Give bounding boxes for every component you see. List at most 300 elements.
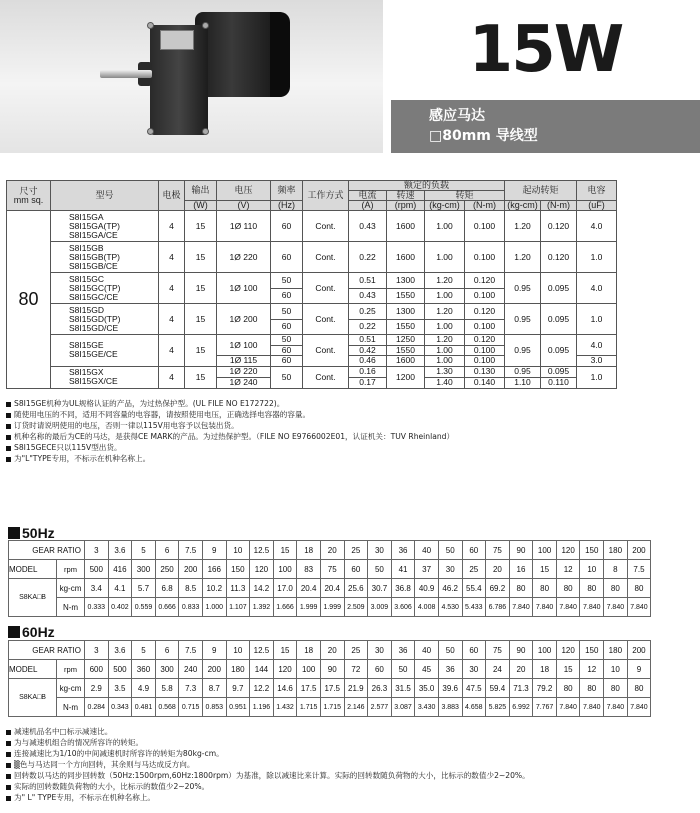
header-output: 输出 [185,181,217,201]
output-value: 15 [185,273,217,304]
section-marker-icon [8,527,20,539]
voltage-value: 1Ø 200 [217,304,271,335]
bullet-icon [6,785,11,790]
torque-kgcm-value: 3.5 [108,679,132,698]
gear-ratio-value: 30 [368,641,392,660]
rpm-value: 15 [556,660,580,679]
torque-kgcm-value: 80 [627,579,651,598]
model-label: MODEL [9,560,57,579]
poles-value: 4 [159,366,185,388]
torque-kgcm-value: 20.4 [320,579,344,598]
torque-nm-value: 0.559 [132,598,156,617]
gear-ratio-value: 20 [320,641,344,660]
torque-nm-value: 7.840 [604,698,628,717]
unit-nm: N-m [57,598,85,617]
note-text: 为与减速机组合的情况所容许的转矩。 [14,738,144,747]
motor-shaft [100,70,152,78]
torque-kgcm-value: 71.3 [509,679,533,698]
torque-nm-value: 1.392 [250,598,274,617]
torque-nm-value: 0.100 [465,356,505,367]
model-names: S8I15GB S8I15GB(TP) S8I15GB/CE [51,242,159,273]
torque-nm-value: 0.100 [465,288,505,304]
torque-nm-value: 0.833 [179,598,203,617]
section-marker-icon [8,626,20,638]
note-text: S8I15GECE只以115V型出货。 [14,443,122,452]
gear-ratio-value: 100 [533,641,557,660]
voltage-value: 1Ø 100 [217,273,271,304]
bullet-icon [6,424,11,429]
work-mode-value: Cont. [303,242,349,273]
size-value: 80 [7,211,51,389]
rpm-value: 150 [226,560,250,579]
rpm-value: 50 [368,560,392,579]
output-value: 15 [185,335,217,367]
rpm-row [9,660,651,679]
gear-ratio-value: 25 [344,641,368,660]
output-value: 15 [185,242,217,273]
capacitor-value: 4.0 [577,273,617,304]
note-line [6,442,454,453]
torque-nm-value: 0.853 [202,698,226,717]
start-torque-nm: 0.095 [541,304,577,335]
torque-nm-value: 7.840 [556,698,580,717]
torque-kgcm-value: 1.00 [425,288,465,304]
header-unit: (V) [217,201,271,211]
note-text: 为" L" TYPE专用，不标示在机种名称上。 [14,793,156,802]
current-value: 0.43 [349,211,387,242]
note-line [6,781,530,792]
torque-nm-value: 0.100 [465,242,505,273]
torque-kgcm-value: 1.40 [425,377,465,388]
screw-icon [202,128,209,135]
poles-value: 4 [159,211,185,242]
work-mode-value: Cont. [303,304,349,335]
work-mode-value: Cont. [303,273,349,304]
gear-ratio-value: 90 [509,541,533,560]
rpm-value: 20 [509,660,533,679]
rpm-value: 90 [320,660,344,679]
torque-nm-value: 3.430 [415,698,439,717]
torque-nm-value: 3.883 [438,698,462,717]
poles-value: 4 [159,242,185,273]
gear-ratio-value: 40 [415,541,439,560]
header-unit: (kg-cm) [505,201,541,211]
gear-ratio-value: 90 [509,641,533,660]
rpm-value: 83 [297,560,321,579]
torque-nm-value: 7.840 [580,598,604,617]
rpm-value: 200 [179,560,203,579]
gear-ratio-value: 10 [226,541,250,560]
torque-nm-value: 0.343 [108,698,132,717]
rpm-value: 166 [202,560,226,579]
section-50hz [8,525,55,541]
capacitor-value: 1.0 [577,366,617,388]
start-torque-kgcm: 0.95 [505,335,541,367]
bullet-icon [6,413,11,418]
gear-ratio-value: 200 [627,641,651,660]
torque-nm-value: 1.107 [226,598,250,617]
start-torque-kgcm: 1.20 [505,242,541,273]
note-line [6,453,454,464]
poles-value: 4 [159,273,185,304]
motor-label-plate [160,30,194,50]
current-value: 0.46 [349,356,387,367]
note-text: S8I15GE机种为UL规格认证的产品，为过热保护型。(UL FILE NO E172722)。 [14,399,285,408]
gear-ratio-value: 6 [155,641,179,660]
speed-value: 1300 [387,273,425,289]
rpm-value: 50 [391,660,415,679]
rpm-value: 120 [250,560,274,579]
rpm-value: 12 [580,660,604,679]
bullet-icon [6,446,11,451]
note-line [6,726,530,737]
capacitor-value: 4.0 [577,335,617,356]
torque-nm-value: 0.951 [226,698,250,717]
torque-nm-value: 1.666 [273,598,297,617]
torque-nm-value: 5.433 [462,598,486,617]
torque-kgcm-value: 14.2 [250,579,274,598]
gear-ratio-label: GEAR RATIO [9,541,85,560]
header-start-torque: 起动转矩 [505,181,577,201]
bullet-icon [6,730,11,735]
torque-kgcm-value: 17.0 [273,579,297,598]
notes-bottom [6,726,530,803]
torque-nm-value: 4.008 [415,598,439,617]
gear-ratio-value: 150 [580,641,604,660]
note-line [6,409,454,420]
rpm-value: 144 [250,660,274,679]
current-value: 0.42 [349,345,387,356]
torque-kgcm-value: 6.8 [155,579,179,598]
model-names: S8I15GE S8I15GE/CE [51,335,159,367]
note-line [6,420,454,431]
output-value: 15 [185,366,217,388]
rpm-value: 10 [580,560,604,579]
header-unit: (Hz) [271,201,303,211]
torque-nm-value: 1.999 [297,598,321,617]
header-unit: (kg-cm) [425,201,465,211]
torque-nm-value: 7.767 [533,698,557,717]
torque-kgcm-value: 1.00 [425,345,465,356]
note-text: 实际的回转数随负荷物的大小，比标示的数值少2~20%。 [14,782,210,791]
model-names: S8I15GX S8I15GX/CE [51,366,159,388]
gear-ratio-label: GEAR RATIO [9,641,85,660]
rpm-value: 500 [85,560,109,579]
screw-icon [147,128,154,135]
poles-value: 4 [159,304,185,335]
torque-nm-value: 1.000 [202,598,226,617]
model-names: S8I15GD S8I15GD(TP) S8I15GD/CE [51,304,159,335]
torque-nm-value: 0.666 [155,598,179,617]
torque-nm-value: 0.120 [465,304,505,320]
torque-kgcm-value: 80 [580,679,604,698]
gear-ratio-value: 100 [533,541,557,560]
torque-kgcm-value: 30.7 [368,579,392,598]
model-name: S8KA□B [9,579,57,617]
section-60hz [8,624,55,640]
gear-ratio-value: 15 [273,541,297,560]
section-60hz-title: 60Hz [22,624,55,640]
voltage-value: 1Ø 110 [217,211,271,242]
gear-ratio-value: 40 [415,641,439,660]
rpm-value: 24 [486,660,510,679]
header-poles: 电极 [159,181,185,211]
rpm-value: 75 [320,560,344,579]
torque-kgcm-value: 40.9 [415,579,439,598]
frequency-value: 50 [271,304,303,320]
motor-end-cap [270,12,290,97]
torque-kgcm-value: 1.20 [425,335,465,346]
torque-kgcm-value: 80 [556,579,580,598]
torque-nm-value: 0.130 [465,366,505,377]
frequency-value: 60 [271,356,303,367]
subtitle-line-1: 感应马达 [429,108,485,124]
rpm-value: 100 [273,560,297,579]
header-work: 工作方式 [303,181,349,211]
start-torque-nm: 0.110 [541,377,577,388]
work-mode-value: Cont. [303,366,349,388]
torque-kgcm-value: 10.2 [202,579,226,598]
rpm-value: 15 [533,560,557,579]
current-value: 0.25 [349,304,387,320]
torque-kgcm-value: 17.5 [297,679,321,698]
frequency-value: 50 [271,366,303,388]
rpm-value: 12 [556,560,580,579]
rpm-value: 180 [226,660,250,679]
unit-rpm: rpm [57,660,85,679]
torque-kgcm-value: 20.4 [297,579,321,598]
start-torque-nm: 0.120 [541,211,577,242]
torque-kgcm-value: 21.9 [344,679,368,698]
gear-ratio-value: 12.5 [250,541,274,560]
voltage-value: 1Ø 100 [217,335,271,356]
poles-value: 4 [159,335,185,367]
note-text: 订货时请说明使用的电压，否则一律以115V用电容予以包装出货。 [14,421,239,430]
rpm-value: 240 [179,660,203,679]
torque-kgcm-value: 80 [627,679,651,698]
torque-nm-value: 3.009 [368,598,392,617]
note-text: 随使用电压的不同，适用不同容量的电容器，请按照使用电压，正确选择电容器的容量。 [14,410,311,419]
table-row [7,242,617,273]
torque-nm-value: 2.146 [344,698,368,717]
gear-ratio-value: 9 [202,541,226,560]
capacitor-value: 4.0 [577,211,617,242]
capacitor-value: 3.0 [577,356,617,367]
start-torque-kgcm: 0.95 [505,304,541,335]
rpm-value: 300 [132,560,156,579]
torque-kgcm-value: 31.5 [391,679,415,698]
torque-kgcm-value: 1.00 [425,319,465,335]
gear-ratio-value: 3 [85,541,109,560]
frequency-value: 50 [271,335,303,346]
speed-value: 1200 [387,366,425,388]
gear-ratio-value: 30 [368,541,392,560]
start-torque-kgcm: 0.95 [505,273,541,304]
header-unit: (N-m) [465,201,505,211]
bullet-icon [6,435,11,440]
torque-nm-value: 3.606 [391,598,415,617]
start-torque-nm: 0.095 [541,273,577,304]
torque-nm-value: 5.825 [486,698,510,717]
model-name: S8KA□B [9,679,57,717]
current-value: 0.16 [349,366,387,377]
gear-ratio-value: 10 [226,641,250,660]
speed-value: 1550 [387,319,425,335]
gear-ratio-row [9,541,651,560]
torque-nm-value: 6.992 [509,698,533,717]
torque-nm-value: 2.509 [344,598,368,617]
rpm-value: 600 [85,660,109,679]
note-line [6,748,530,759]
header-model: 型号 [51,181,159,211]
gear-ratio-value: 9 [202,641,226,660]
note-text: 减速机品名中□标示减速比。 [14,727,113,736]
gear-ratio-value: 60 [462,641,486,660]
frequency-value: 60 [271,211,303,242]
torque-nm-value: 0.120 [465,273,505,289]
torque-kgcm-value: 4.9 [132,679,156,698]
unit-rpm: rpm [57,560,85,579]
torque-kgcm-value: 79.2 [533,679,557,698]
torque-kgcm-value: 1.00 [425,211,465,242]
notes-top [6,398,454,464]
torque-kgcm-value: 7.3 [179,679,203,698]
torque-kgcm-value: 2.9 [85,679,109,698]
rpm-value: 18 [533,660,557,679]
header-rated-load: 额定的负载 [349,181,505,191]
current-value: 0.22 [349,242,387,273]
frequency-value: 60 [271,288,303,304]
gear-ratio-value: 25 [344,541,368,560]
gear-ratio-value: 3.6 [108,641,132,660]
rpm-value: 7.5 [627,560,651,579]
torque-nm-value: 0.120 [465,335,505,346]
torque-nm-value: 1.715 [297,698,321,717]
torque-kgcm-value: 47.5 [462,679,486,698]
torque-nm-value: 4.658 [462,698,486,717]
speed-value: 1550 [387,288,425,304]
start-torque-nm: 0.095 [541,366,577,377]
unit-nm: N-m [57,698,85,717]
torque-nm-value: 0.333 [85,598,109,617]
note-line [6,737,530,748]
rpm-value: 25 [462,560,486,579]
rpm-value: 9 [627,660,651,679]
header-current: 电流 [349,191,387,201]
voltage-value: 1Ø 220 [217,242,271,273]
speed-value: 1600 [387,211,425,242]
torque-nm-row [9,698,651,717]
rpm-value: 30 [438,560,462,579]
start-torque-nm: 0.095 [541,335,577,367]
gear-ratio-value: 180 [604,641,628,660]
start-torque-kgcm: 0.95 [505,366,541,377]
header-unit: (W) [185,201,217,211]
gear-ratio-value: 3 [85,641,109,660]
note-line [6,792,530,803]
title-box [391,0,700,100]
table-header-row [7,181,617,191]
torque-nm-value: 0.402 [108,598,132,617]
torque-kgcm-value: 1.20 [425,273,465,289]
note-text: 为"L"TYPE专用，不标示在机种名称上。 [14,454,151,463]
spec-table [6,180,617,389]
torque-nm-value: 0.284 [85,698,109,717]
torque-nm-value: 3.087 [391,698,415,717]
gear-ratio-row [9,641,651,660]
header-unit: (rpm) [387,201,425,211]
table-row [7,273,617,289]
table-row [7,304,617,320]
table-row [7,211,617,242]
gear-ratio-value: 75 [486,541,510,560]
torque-nm-value: 0.481 [132,698,156,717]
rpm-value: 41 [391,560,415,579]
start-torque-kgcm: 1.10 [505,377,541,388]
gear-ratio-value: 36 [391,541,415,560]
rpm-value: 360 [132,660,156,679]
torque-nm-value: 2.577 [368,698,392,717]
voltage-value: 1Ø 220 [217,366,271,377]
torque-kgcm-value: 59.4 [486,679,510,698]
rpm-value: 30 [462,660,486,679]
torque-nm-value: 0.715 [179,698,203,717]
gear-ratio-value: 7.5 [179,541,203,560]
unit-kgcm: kg-cm [57,679,85,698]
subtitle-line-2: □80mm 导线型 [429,128,538,144]
current-value: 0.51 [349,273,387,289]
rpm-row [9,560,651,579]
model-names: S8I15GA S8I15GA(TP) S8I15GA/CE [51,211,159,242]
torque-kgcm-value: 8.5 [179,579,203,598]
bullet-icon [6,457,11,462]
gear-ratio-value: 18 [297,541,321,560]
gear-ratio-value: 60 [462,541,486,560]
work-mode-value: Cont. [303,211,349,242]
gear-ratio-value: 150 [580,541,604,560]
header-speed: 转速 [387,191,425,201]
page-title: 15W [468,13,623,87]
model-label: MODEL [9,660,57,679]
frequency-value: 60 [271,242,303,273]
rpm-value: 100 [297,660,321,679]
torque-nm-value: 7.840 [627,598,651,617]
current-value: 0.17 [349,377,387,388]
torque-kgcm-value: 26.3 [368,679,392,698]
torque-kgcm-value: 46.2 [438,579,462,598]
torque-kgcm-value: 55.4 [462,579,486,598]
current-value: 0.51 [349,335,387,346]
rpm-value: 60 [368,660,392,679]
torque-kgcm-value: 4.1 [108,579,132,598]
rpm-value: 250 [155,560,179,579]
torque-nm-value: 1.196 [250,698,274,717]
torque-nm-value: 0.568 [155,698,179,717]
header-freq: 频率 [271,181,303,201]
torque-nm-value: 0.100 [465,345,505,356]
speed-value: 1250 [387,335,425,346]
torque-nm-value: 1.715 [320,698,344,717]
gear-ratio-value: 20 [320,541,344,560]
torque-nm-value: 0.100 [465,319,505,335]
gear-ratio-value: 5 [132,541,156,560]
header-unit: (uF) [577,201,617,211]
torque-kgcm-value: 35.0 [415,679,439,698]
torque-kgcm-value: 80 [533,579,557,598]
torque-nm-value: 7.840 [627,698,651,717]
current-value: 0.43 [349,288,387,304]
bullet-icon [6,402,11,407]
